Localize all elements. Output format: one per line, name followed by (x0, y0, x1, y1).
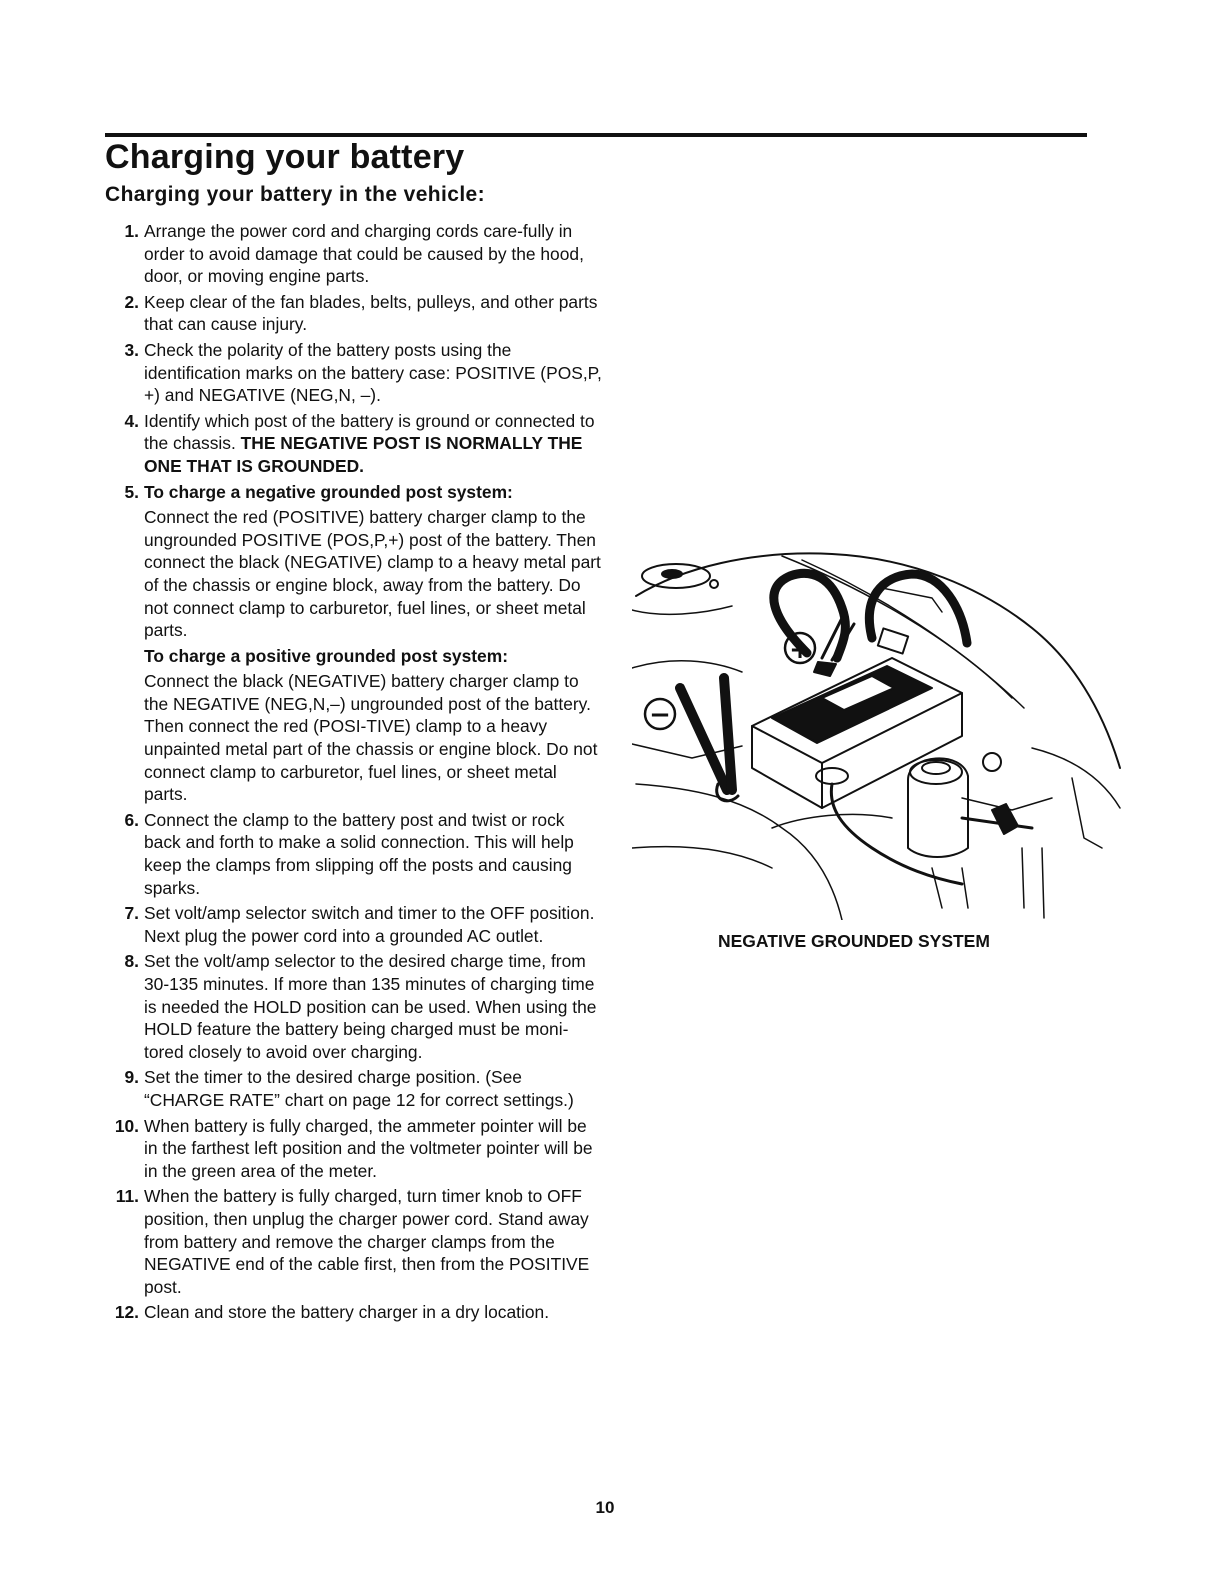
step-number: 6. (124, 809, 139, 830)
page-number: 10 (595, 1498, 615, 1517)
step-item (105, 809, 605, 899)
ground-cable (831, 784, 962, 884)
step-item (105, 902, 605, 947)
step-text: When battery is fully charged, the ammeter pointer will be in the farthest left position and the voltmeter pointer will be in the green area of the meter. (144, 1115, 593, 1181)
connector (878, 628, 908, 653)
engine-line (1022, 848, 1044, 918)
step-item (105, 339, 605, 407)
section-heading: Charging your battery in the vehicle: (105, 183, 486, 206)
step-number: 10. (114, 1115, 139, 1136)
latch (992, 804, 1018, 834)
step-item (105, 1115, 605, 1183)
step-number: 4. (124, 410, 139, 431)
step-text: Identify which post of the battery is ground or connected to the chassis. (144, 410, 595, 454)
step-number: 8. (124, 951, 139, 972)
step-text: Arrange the power cord and charging cords care-fully in order to avoid damage that could be caused by the hood, door, or moving engine parts. (144, 221, 584, 287)
step-text: Connect the black (NEGATIVE) battery charger clamp to the NEGATIVE (NEG,N,–) ungrounded post of the battery. Then connect the red (POSI-TIVE) clamp to a heavy unpainted metal part of the chassis or engine block. Do not connect clamp to carburetor, fuel lines, or sheet metal parts. (144, 671, 598, 805)
step-item (105, 220, 605, 288)
step-number: 3. (124, 339, 139, 360)
step-text: Set volt/amp selector switch and timer to the OFF position. Next plug the power cord into a grounded AC outlet. (144, 903, 595, 946)
step-number: 9. (124, 1067, 139, 1088)
negative-symbol: − (649, 700, 671, 730)
page-title: Charging your battery (105, 138, 465, 176)
fender-line (1072, 778, 1102, 848)
steps-list (105, 220, 605, 1327)
reservoir-cap (910, 760, 962, 784)
step-text: Clean and store the battery charger in a dry location. (144, 1302, 550, 1323)
positive-clamp-jaw (814, 662, 836, 676)
step-text: Connect the red (POSITIVE) battery charger clamp to the ungrounded POSITIVE (POS,P,+) post of the battery. Then connect the black (NEGATIVE) clamp to a heavy metal part of the chassis or engine block, away from the battery. Do not connect clamp to carburetor, fuel lines, or sheet metal parts. (144, 507, 601, 641)
header-rule (105, 133, 1087, 137)
step-item (105, 950, 605, 1063)
step-item (105, 645, 605, 806)
step-subheading: To charge a negative grounded post system: (144, 481, 513, 502)
step-warning: THE NEGATIVE POST IS NORMALLY THE ONE THAT IS GROUNDED. (144, 433, 583, 476)
step-text: When the battery is fully charged, turn timer knob to OFF position, then unplug the charger power cord. Stand away from battery and remove the charger clamps from the NEGATIVE end of the cable first, then from the POSITIVE post. (144, 1186, 590, 1297)
reservoir-cap-top (922, 762, 950, 774)
step-text: Check the polarity of the battery posts using the identification marks on the battery case: POSITIVE (POS,P, +) and NEGATIVE (NEG,N, –). (144, 339, 602, 406)
ground-bolt (816, 768, 848, 784)
negative-cable (869, 574, 967, 643)
engine-line (632, 661, 742, 672)
bolt-icon (710, 580, 718, 588)
fitting (983, 753, 1001, 771)
step-item (105, 481, 605, 642)
engine-line (636, 784, 842, 920)
figure-caption: NEGATIVE GROUNDED SYSTEM (718, 931, 990, 951)
step-number: 2. (124, 291, 139, 312)
step-number: 12. (114, 1302, 139, 1323)
strut-bolt (662, 570, 682, 578)
step-text: Set the volt/amp selector to the desired charge time, from 30-135 minutes. If more than 135 minutes of charging time is needed the HOLD position can be used. When using the HOLD feature the battery being charged must be moni-tored closely to avoid over charging. (144, 951, 597, 1062)
negative-clamp-handle (680, 688, 727, 790)
body-line (632, 606, 732, 614)
step-text: Keep clear of the fan blades, belts, pulleys, and other parts that can cause injury. (144, 291, 598, 335)
negative-clamp-handle (724, 678, 732, 790)
step-number: 11. (115, 1186, 139, 1207)
step-number: 7. (124, 903, 139, 924)
step-number: 5. (124, 481, 139, 502)
engine-line (932, 868, 968, 908)
step-item (105, 1185, 605, 1298)
step-subheading: To charge a positive grounded post system: (144, 645, 508, 666)
step-item (105, 410, 605, 478)
step-text-block (144, 410, 605, 478)
engine-line (772, 814, 892, 828)
engine-bay-illustration (632, 548, 1124, 920)
step-number: 1. (124, 221, 139, 241)
engine-line (632, 847, 772, 868)
step-text: Connect the clamp to the battery post and twist or rock back and forth to make a solid connection. This will help keep the clamps from slipping off the posts and causing sparks. (144, 809, 574, 898)
step-item (105, 291, 605, 336)
positive-symbol: + (789, 635, 811, 665)
step-item (105, 1301, 605, 1324)
step-text: Set the timer to the desired charge position. (See “CHARGE RATE” chart on page 12 for correct settings.) (144, 1067, 574, 1110)
step-item (105, 1066, 605, 1111)
